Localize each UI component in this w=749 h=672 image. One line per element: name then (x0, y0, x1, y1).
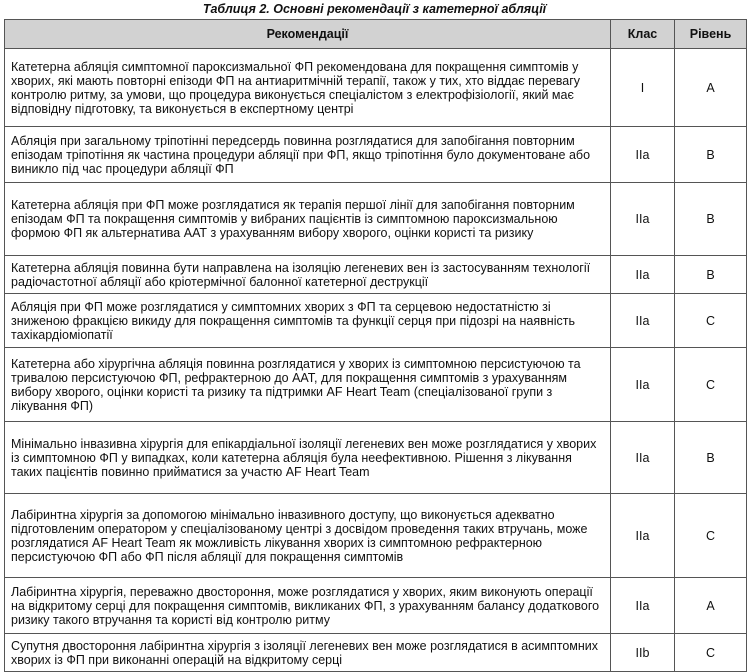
table-row (5, 49, 747, 127)
header-class: Клас (611, 20, 675, 49)
level-cell: C (675, 348, 747, 422)
header-recommendation: Рекомендації (5, 20, 611, 49)
header-level: Рівень (675, 20, 747, 49)
recommendation-cell: Катетерна або хірургічна абляція повинна розглядатися у хворих із симптомною персистуючою та тривалою персистуючою ФП, рефрактерною до ААТ, для покращення симптомів з урахуванням вибору хворого, оцінки користі та ризику та підтримки AF Heart Team (спеціалізованої групи з лікування ФП) (5, 348, 611, 422)
level-cell: C (675, 294, 747, 348)
recommendation-cell: Катетерна абляція при ФП може розглядатися як терапія першої лінії для запобігання повторним епізодам ФП та покращення симптомів у вибраних пацієнтів із симптомною пароксизмальною формою ФП як альтернатива ААТ з урахуванням вибору хворого, оцінки користі та ризику (5, 183, 611, 256)
table-row (5, 183, 747, 256)
class-cell: I (611, 49, 675, 127)
level-cell: B (675, 256, 747, 294)
recommendation-cell: Лабіринтна хірургія, переважно двостороння, може розглядатися у хворих, яким виконують операції на відкритому серці для покращення симптомів, викликаних ФП, з урахуванням балансу додаткового ризику такого втручання та користі від контролю ритму (5, 578, 611, 634)
class-cell: IIa (611, 127, 675, 183)
class-cell: IIa (611, 348, 675, 422)
table-header (5, 20, 747, 49)
class-cell: IIb (611, 634, 675, 672)
table-row (5, 294, 747, 348)
recommendation-cell: Абляція при ФП може розглядатися у симптомних хворих з ФП та серцевою недостатністю зі зниженою фракцією викиду для покращення симптомів та функції серця при підозрі на наявність тахікардіоміопатії (5, 294, 611, 348)
table-row (5, 422, 747, 494)
recommendation-cell: Абляція при загальному тріпотінні передсердь повинна розглядатися для запобігання повторним епізодам тріпотіння як частина процедури абляції при ФП, якщо тріпотіння було документоване або виникло під час процедури абляції ФП (5, 127, 611, 183)
class-cell: IIa (611, 294, 675, 348)
header-row (5, 20, 747, 49)
table-body (5, 49, 747, 672)
class-cell: IIa (611, 256, 675, 294)
table-row (5, 634, 747, 672)
table-row (5, 256, 747, 294)
class-cell: IIa (611, 183, 675, 256)
level-cell: B (675, 422, 747, 494)
recommendation-cell: Катетерна абляція повинна бути направлена на ізоляцію легеневих вен із застосуванням технології радіочастотної абляції або кріотермічної балонної катетерної деструкції (5, 256, 611, 294)
class-cell: IIa (611, 422, 675, 494)
table-row (5, 494, 747, 578)
table-row (5, 578, 747, 634)
level-cell: C (675, 634, 747, 672)
recommendations-table (4, 19, 747, 672)
recommendation-cell: Катетерна абляція симптомної пароксизмальної ФП рекомендована для покращення симптомів у хворих, які мають повторні епізоди ФП на антиаритмічній терапії, також у тих, хто віддає перевагу контролю ритму, за умови, що процедура виконується спеціалістом з електрофізіології, який має відповідну підготовку, та виконується в експертному центрі (5, 49, 611, 127)
recommendation-cell: Супутня двостороння лабіринтна хірургія з ізоляції легеневих вен може розглядатися в асимптомних хворих із ФП при виконанні операцій на відкритому серці (5, 634, 611, 672)
level-cell: C (675, 494, 747, 578)
level-cell: A (675, 49, 747, 127)
recommendation-cell: Мінімально інвазивна хірургія для епікардіальної ізоляції легеневих вен може розглядатися у хворих із симптомною ФП у випадках, коли катетерна абляція була неефективною. Рішення з лікування таких пацієнтів повинно прийматися за участю AF Heart Team (5, 422, 611, 494)
level-cell: B (675, 127, 747, 183)
table-row (5, 127, 747, 183)
table-row (5, 348, 747, 422)
class-cell: IIa (611, 578, 675, 634)
level-cell: A (675, 578, 747, 634)
class-cell: IIa (611, 494, 675, 578)
table-caption: Таблиця 2. Основні рекомендації з катетерної абляції (202, 2, 547, 16)
recommendation-cell: Лабіринтна хірургія за допомогою мінімально інвазивного доступу, що виконується адекватно підготовленим оператором у спеціалізованому центрі з досвідом проведення таких втручань, може розглядатися AF Heart Team як можливість лікування хворих із симптомною рефрактерною персистуючою ФП або ФП після абляції для покращення симптомів (5, 494, 611, 578)
level-cell: B (675, 183, 747, 256)
